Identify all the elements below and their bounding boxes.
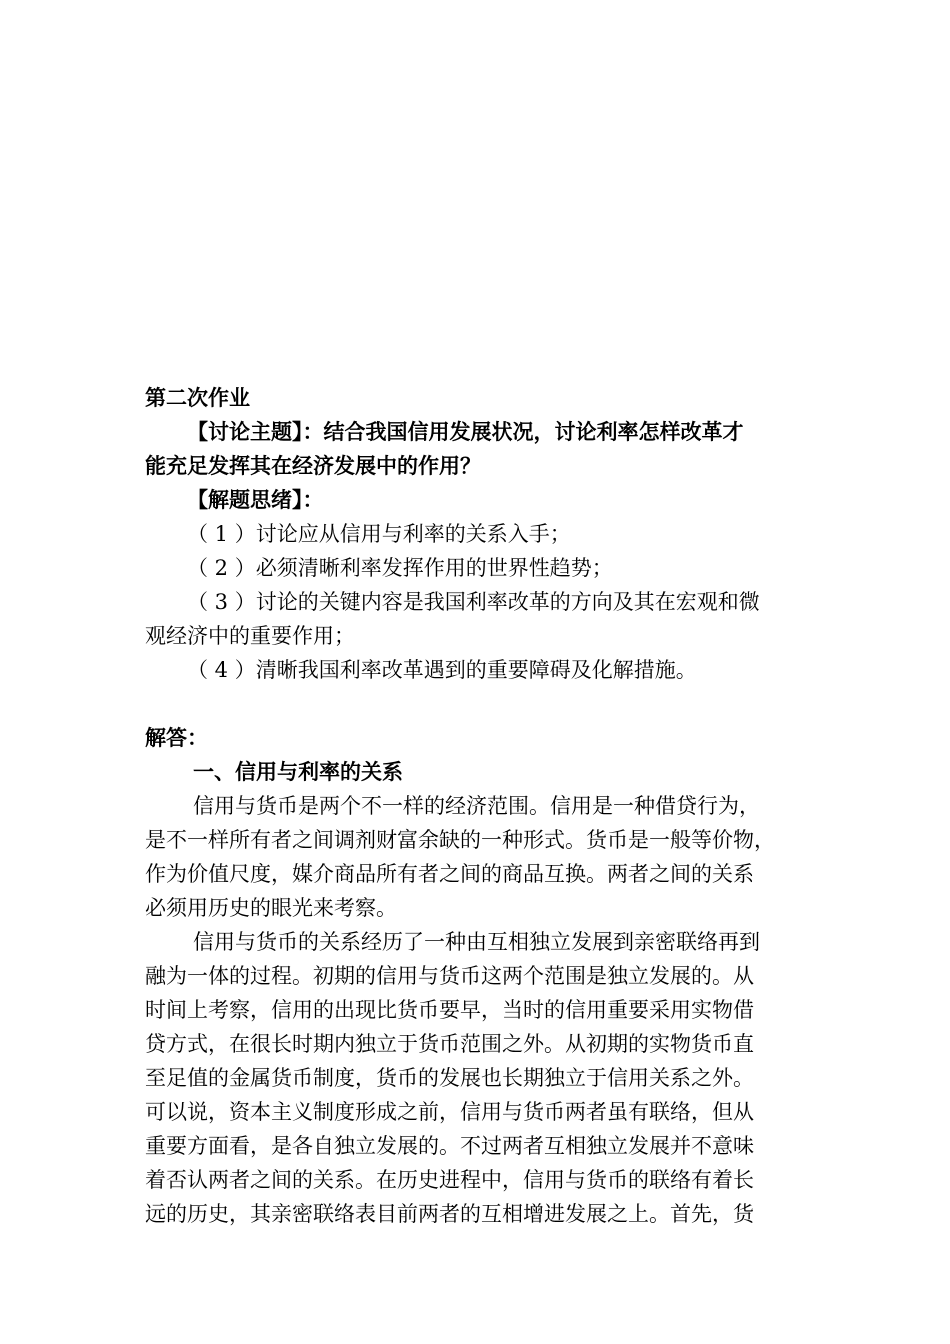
paragraph-1-line: 信用与货币是两个不一样的经济范围。信用是一种借贷行为，: [193, 794, 760, 818]
paragraph-2-line: 贷方式，在很长时期内独立于货币范围之外。从初期的实物货币直: [145, 1032, 754, 1056]
paragraph-2-line: 远的历史，其亲密联络表目前两者的互相增进发展之上。首先，货: [145, 1202, 754, 1226]
paragraph-2-line: 至足值的金属货币制度，货币的发展也长期独立于信用关系之外。: [145, 1066, 754, 1090]
paragraph-1-line: 必须用历史的眼光来考察。: [145, 896, 397, 920]
paragraph-1-line: 作为价值尺度，媒介商品所有者之间的商品互换。两者之间的关系: [145, 862, 754, 886]
blank-line: [145, 687, 807, 721]
answer-heading: 解答：: [145, 726, 208, 750]
hint-item-4: （ 4 ）清晰我国利率改革遇到的重要障碍及化解措施。: [187, 658, 697, 682]
document-title: 第二次作业: [145, 386, 250, 410]
hint-heading: 【解题思绪】：: [187, 488, 324, 512]
paragraph-2-line: 重要方面看，是各自独立发展的。不过两者互相独立发展并不意味: [145, 1134, 754, 1158]
topic-line-1: 【讨论主题】：结合我国信用发展状况，讨论利率怎样改革才: [187, 420, 744, 444]
paragraph-2-line: 时间上考察，信用的出现比货币要早，当时的信用重要采用实物借: [145, 998, 754, 1022]
paragraph-2-line: 可以说，资本主义制度形成之前，信用与货币两者虽有联络，但从: [145, 1100, 754, 1124]
paragraph-2-line: 信用与货币的关系经历了一种由互相独立发展到亲密联络再到: [193, 930, 760, 954]
paragraph-1: [145, 789, 807, 925]
paragraph-2: [145, 925, 807, 1231]
document-page: [145, 381, 807, 1231]
hint-item-3-continued: 观经济中的重要作用；: [145, 624, 355, 648]
hint-item-3: （ 3 ）讨论的关键内容是我国利率改革的方向及其在宏观和微: [187, 590, 760, 614]
hint-item-1: （ 1 ）讨论应从信用与利率的关系入手；: [187, 522, 571, 546]
paragraph-1-line: 是不一样所有者之间调剂财富余缺的一种形式。货币是一般等价物，: [145, 828, 775, 852]
hint-item-2: （ 2 ）必须清晰利率发挥作用的世界性趋势；: [187, 556, 613, 580]
section-1-heading: 一、信用与利率的关系: [193, 760, 403, 784]
paragraph-2-line: 着否认两者之间的关系。在历史进程中，信用与货币的联络有着长: [145, 1168, 754, 1192]
topic-line-2: 能充足发挥其在经济发展中的作用？: [145, 454, 481, 478]
paragraph-2-line: 融为一体的过程。初期的信用与货币这两个范围是独立发展的。从: [145, 964, 754, 988]
